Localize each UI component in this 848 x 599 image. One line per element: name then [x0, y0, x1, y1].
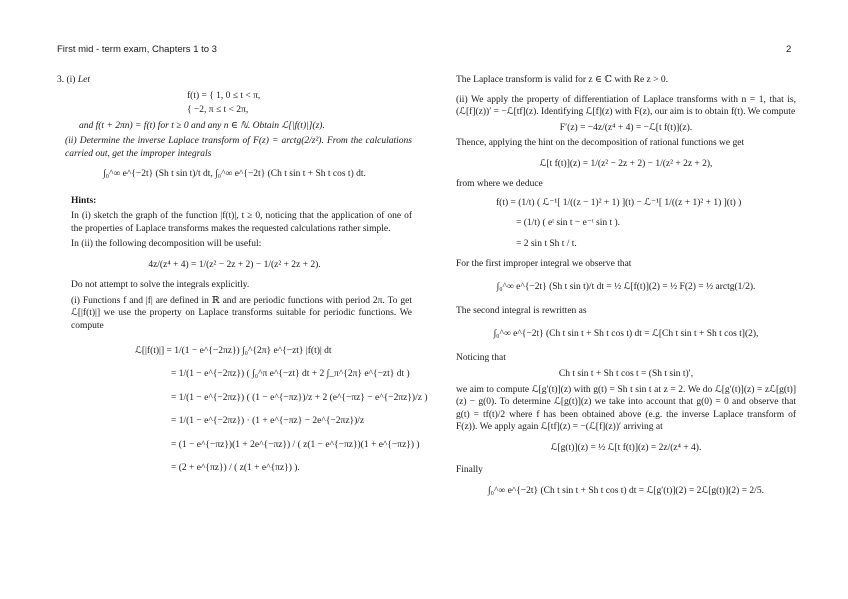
hint-one: In (i) sketch the graph of the function |f(t)|, t ≥ 0, noticing that the application of one of the properties of Laplace transforms makes the requested calculations rather simple.: [71, 211, 412, 234]
decomposition-formula: 4z/(z⁴ + 4) = 1/(z² − 2z + 2) − 1/(z² + 2z + 2).: [148, 259, 321, 270]
laplace-calculation: [57, 345, 428, 475]
hence-text: Thence, applying the hint on the decomposition of rational functions we get: [456, 138, 745, 149]
second-integral-text: The second integral is rewritten as: [456, 306, 587, 317]
periodicity-statement: and f(t + 2πn) = f(t) for t ≥ 0 and any n ∈ ℕ. Obtain ℒ[|f(t)|](z).: [79, 120, 325, 131]
noticing-text: Noticing that: [456, 353, 506, 364]
calc-line: = 1/(1 − e^{−2πz}) · (1 + e^{−πz} − 2e^{−2πz})/z: [171, 416, 365, 427]
second-integral-formula: ∫₀^∞ e^{−2t} (Ch t sin t + Sh t cos t) dt = ℒ[Ch t sin t + Sh t cos t](2),: [493, 328, 759, 339]
solution-part-i: (i) Functions f and |f| are defined in ℝ and are periodic functions with period 2π. To get ℒ[|f(t)|] we use the property on Laplace transforms suitable for periodic functions. We compute: [71, 295, 412, 331]
problem-label: 3. (i): [57, 75, 76, 85]
calc-line: = 1/(1 − e^{−2πz}) ( ∫₀^π e^{−zt} dt + 2 ∫_π^{2π} e^{−zt} dt ): [171, 369, 410, 380]
derivative-formula: F′(z) = −4z/(z⁴ + 4) = −ℒ[t f(t)](z).: [559, 122, 693, 133]
first-integral-text: For the first improper integral we observe that: [456, 259, 632, 270]
improper-integrals: ∫₀^∞ e^{−2t} (Sh t sin t)/t dt, ∫₀^∞ e^{−2t} (Ch t sin t + Sh t cos t) dt.: [103, 169, 366, 180]
piecewise-definition: [57, 90, 412, 117]
finally-text: Finally: [456, 465, 483, 476]
tf-transform-formula: ℒ[t f(t)](z) = 1/(z² − 2z + 2) − 1/(z² + 2z + 2),: [539, 158, 713, 169]
validity-note: The Laplace transform is valid for z ∈ ℂ with Re z > 0.: [456, 75, 668, 85]
g-transform-formula: ℒ[g(t)](z) = ½ ℒ[t f(t)](z) = 2z/(z⁴ + 4).: [550, 442, 702, 453]
final-formula: ∫₀^∞ e^{−2t} (Ch t sin t + Sh t cos t) dt = ℒ[g′(t)](2) = 2ℒ[g(t)](2) = 2/5.: [488, 485, 764, 496]
f-derivation: [456, 197, 796, 251]
calc-line: = (2 + e^{πz}) / ( z(1 + e^{πz}) ).: [171, 463, 300, 474]
piecewise-line-2: { −2, π ≤ t < 2π,: [187, 105, 249, 116]
calc-line: = (1 − e^{−πz})(1 + 2e^{−πz}) / ( z(1 − e^{−πz})(1 + e^{−πz}) ): [171, 439, 420, 450]
f-line: = 2 sin t Sh t / t.: [516, 238, 577, 249]
calc-line: = 1/(1 − e^{−2πz}) ( (1 − e^{−πz})/z + 2 (e^{−πz} − e^{−2πz})/z ): [171, 392, 428, 403]
solution-part-ii: (ii) We apply the property of differentiation of Laplace transforms with n = 1, that is, (ℒ[f](z))′ = −ℒ[tf](z). Identifying ℒ[f](z) with F(z), our aim is to obtain f(t). We compute: [456, 94, 796, 118]
problem-statement: [57, 74, 412, 87]
no-solve-note: Do not attempt to solve the integrals explicitly.: [71, 280, 250, 291]
derivative-identity: Ch t sin t + Sh t cos t = (Sh t sin t)′,: [558, 368, 694, 379]
left-column: [57, 74, 428, 475]
problem-let: Let: [77, 75, 90, 85]
hint-two: In (ii) the following decomposition will be useful:: [71, 239, 262, 250]
part-ii-statement: (ii) Determine the inverse Laplace transform of F(z) = arctg(2/z²). From the calculations carried out, get the improper integrals: [65, 136, 412, 159]
calc-line: ℒ[|f(t)|] = 1/(1 − e^{−2πz}) ∫₀^{2π} e^{−zt} |f(t)| dt: [135, 345, 332, 356]
running-header: First mid - term exam, Chapters 1 to 3: [57, 44, 217, 55]
deduce-text: from where we deduce: [456, 179, 543, 190]
hints-title: Hints:: [71, 195, 97, 206]
piecewise-line-1: f(t) = { 1, 0 ≤ t < π,: [187, 90, 261, 101]
right-column: [456, 74, 796, 500]
f-line: f(t) = (1/t) ( ℒ⁻¹[ 1/((z − 1)² + 1) ](t) − ℒ⁻¹[ 1/((z + 1)² + 1) ](t) ): [496, 197, 742, 208]
aim-paragraph: we aim to compute ℒ[g′(t)](z) with g(t) = Sh t sin t at z = 2. We do ℒ[g′(t)](z) = zℒ[g(t)](z) − g(0). To determine ℒ[g(t)](z) we take into account that g(0) = 0 and observe that g(t) = tf(t)/2 where f has been obtained above (e.g. the inverse Laplace transform of F(z)). We apply again ℒ[tf](z) = −(ℒ[f](z))′ arriving at: [456, 384, 796, 433]
f-line: = (1/t) ( eᵗ sin t − e⁻ᵗ sin t ).: [516, 218, 621, 229]
first-integral-formula: ∫₀^∞ e^{−2t} (Sh t sin t)/t dt = ½ ℒ[f(t)](2) = ½ F(2) = ½ arctg(1/2).: [496, 281, 756, 292]
page-number: 2: [786, 44, 792, 55]
